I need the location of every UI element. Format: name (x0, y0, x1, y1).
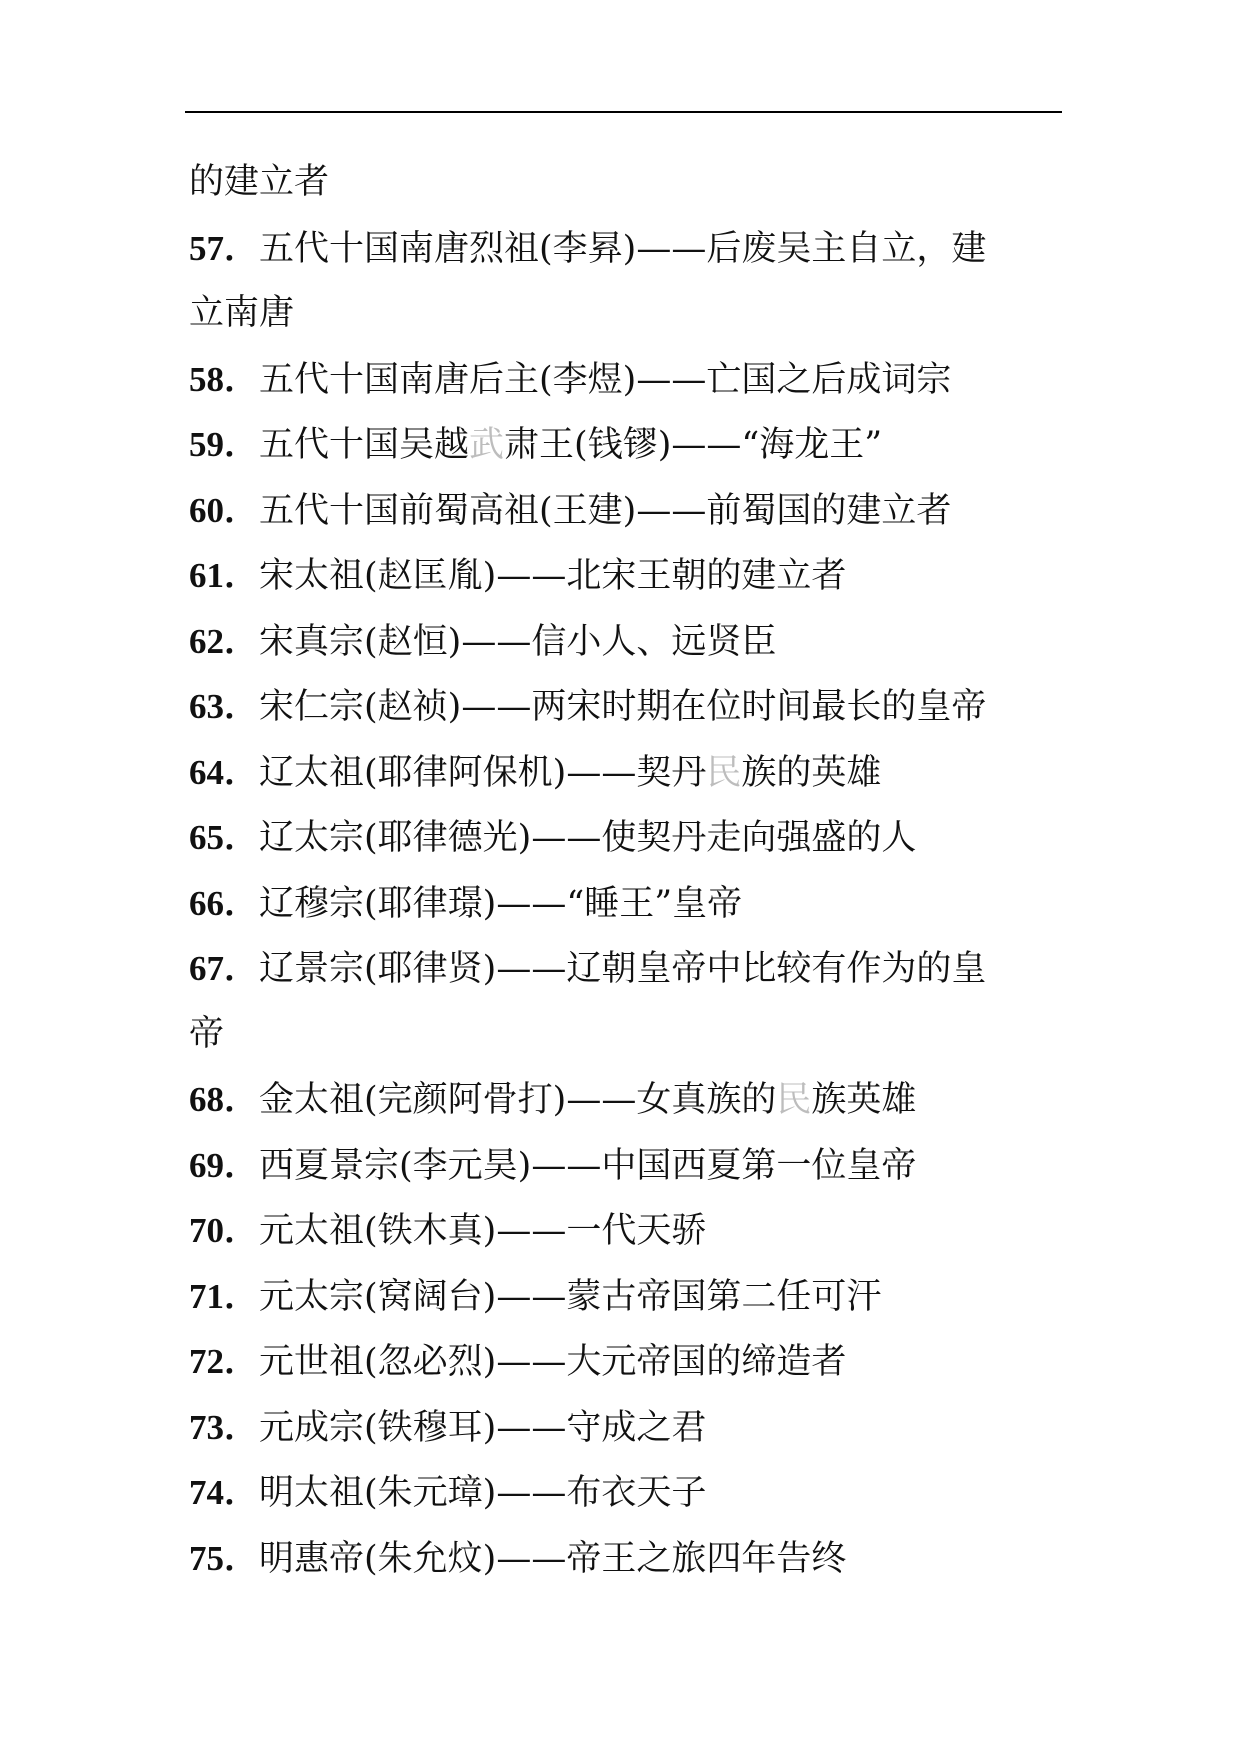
item-text: 元太宗(窝阔台)——蒙古帝国第二任可汗 (259, 1276, 882, 1317)
item-number: 70． (189, 1211, 260, 1250)
item-number: 71． (189, 1276, 260, 1316)
document-body (189, 150, 1069, 1591)
list-item (189, 478, 1069, 544)
line-text: 立南唐 (189, 293, 295, 333)
header-rule (185, 111, 1062, 113)
item-number: 62． (189, 621, 260, 661)
item-text: 宋真宗(赵恒)——信小人、远贤臣 (259, 621, 777, 662)
list-item (189, 1526, 1069, 1592)
item-text: 辽景宗(耶律贤)——辽朝皇帝中比较有作为的皇 (259, 949, 987, 989)
faded-character: 民 (776, 1080, 812, 1120)
list-item (189, 412, 1069, 478)
item-number: 60． (189, 490, 260, 530)
item-text: 辽太宗(耶律德光)——使契丹走向强盛的人 (259, 818, 917, 858)
item-number: 58． (189, 359, 260, 399)
item-number: 68． (189, 1080, 260, 1119)
list-item (189, 871, 1069, 937)
item-text: 宋太祖(赵匡胤)——北宋王朝的建立者 (259, 556, 847, 596)
item-number: 63． (189, 687, 260, 726)
item-number: 73． (189, 1407, 260, 1447)
item-number: 64． (189, 752, 260, 792)
list-item (189, 1264, 1069, 1330)
list-item (189, 1395, 1069, 1461)
text-line (189, 150, 1069, 216)
item-text-pre: 五代十国吴越 (259, 425, 470, 465)
item-text: 明太祖(朱元璋)——布衣天子 (259, 1473, 707, 1513)
text-line (189, 281, 1069, 347)
list-item (189, 1460, 1069, 1526)
list-item (189, 674, 1069, 740)
list-item (189, 1329, 1069, 1395)
item-text: 五代十国南唐烈祖(李昪)——后废吴主自立，建 (259, 228, 987, 269)
item-text: 五代十国南唐后主(李煜)——亡国之后成词宗 (259, 359, 952, 400)
item-number: 75． (189, 1538, 260, 1578)
list-item (189, 936, 1069, 1002)
list-item (189, 609, 1069, 675)
list-item (189, 543, 1069, 609)
item-text: 元世祖(忽必烈)——大元帝国的缔造者 (259, 1342, 847, 1382)
item-text: 辽穆宗(耶律璟)——“睡王”皇帝 (259, 883, 743, 924)
item-number: 67． (189, 949, 260, 988)
item-text: 宋仁宗(赵祯)——两宋时期在位时间最长的皇帝 (259, 687, 987, 727)
item-text: 元太祖(铁木真)——一代天骄 (259, 1211, 707, 1251)
line-text: 的建立者 (189, 162, 330, 202)
faded-character: 民 (706, 752, 742, 793)
line-text: 帝 (189, 1013, 225, 1054)
item-text-pre: 金太祖(完颜阿骨打)——女真族的 (259, 1080, 777, 1120)
item-text: 西夏景宗(李元昊)——中国西夏第一位皇帝 (259, 1145, 917, 1186)
item-number: 65． (189, 818, 260, 857)
text-line (189, 1002, 1069, 1068)
item-number: 74． (189, 1473, 260, 1512)
list-item (189, 216, 1069, 282)
item-text-post: 肃王(钱镠)——“海龙王” (504, 425, 883, 465)
item-text-post: 族的英雄 (741, 752, 882, 793)
item-text: 五代十国前蜀高祖(王建)——前蜀国的建立者 (259, 490, 952, 531)
item-number: 57． (189, 228, 260, 268)
list-item (189, 1198, 1069, 1264)
item-text: 元成宗(铁穆耳)——守成之君 (259, 1407, 707, 1448)
item-number: 66． (189, 883, 260, 923)
list-item (189, 347, 1069, 413)
item-text-post: 族英雄 (811, 1080, 917, 1120)
item-text: 明惠帝(朱允炆)——帝王之旅四年告终 (259, 1538, 847, 1579)
item-number: 69． (189, 1145, 260, 1185)
list-item (189, 805, 1069, 871)
item-text-pre: 辽太祖(耶律阿保机)——契丹 (259, 752, 707, 793)
faded-character: 武 (469, 425, 505, 465)
list-item (189, 1133, 1069, 1199)
list-item (189, 740, 1069, 806)
item-number: 59． (189, 425, 260, 464)
list-item (189, 1067, 1069, 1133)
item-number: 61． (189, 556, 260, 595)
item-number: 72． (189, 1342, 260, 1381)
